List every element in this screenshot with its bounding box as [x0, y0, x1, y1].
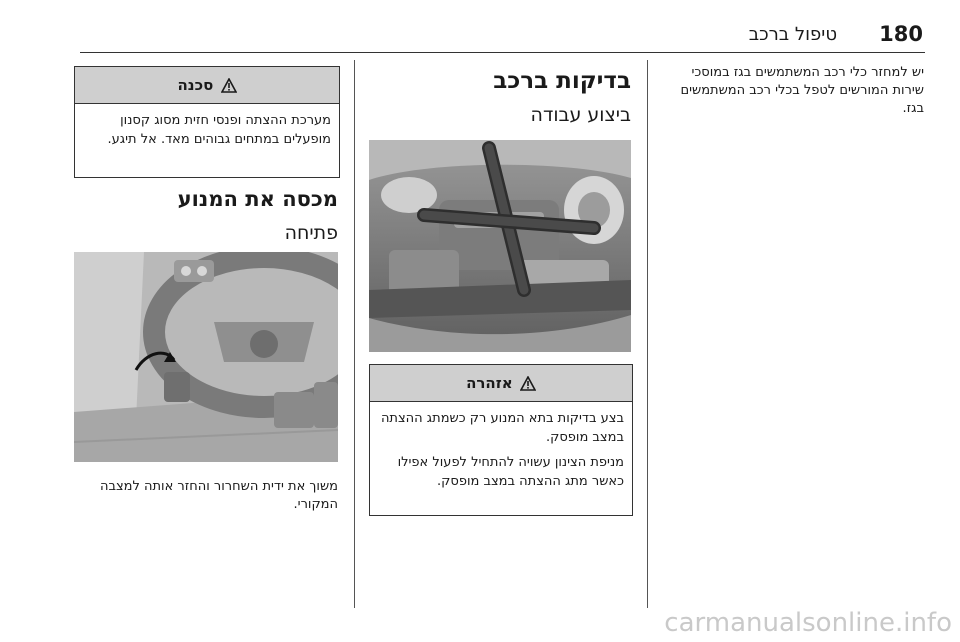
page-header — [80, 22, 925, 53]
warning-paragraph-1: בצע בדיקות בתא המנוע רק כשמתג ההצתה במצב מופסק. — [380, 411, 624, 445]
subsection-heading-opening: פתיחה — [284, 222, 338, 244]
danger-triangle-icon — [221, 78, 237, 93]
column-divider-left — [354, 60, 355, 608]
subsection-heading-work: ביצוע עבודה — [530, 104, 631, 126]
section-heading-hood: מכסה את המנוע — [177, 187, 338, 211]
section-heading-checks: בדיקות ברכב — [493, 68, 631, 94]
warning-box — [369, 364, 633, 516]
hood-release-illustration — [74, 252, 338, 462]
warning-box-title — [370, 365, 632, 402]
danger-text: מערכת ההצתה ופנסי חזית מסוג קסנון מופעלים במתחים גבוהים מאד. אל תיגע. — [107, 113, 331, 147]
hood-release-caption: משוך את ידית השחרור והחזר אותה למצבה המקורי. — [99, 479, 338, 512]
warning-title-text: אזהרה — [466, 374, 513, 392]
hood-release-figure — [74, 252, 338, 462]
gas-recycling-text: יש למחזר כלי רכב המשתמשים בגז במוסכי שירות המורשים לטפל בכלי רכב המשתמשים בגז. — [680, 65, 924, 116]
danger-title-text: סכנה — [177, 76, 214, 94]
watermark: carmanualsonline.info — [664, 608, 952, 638]
warning-paragraph-2: מניפת הצינון עשויה להתחיל לפעול אפילו כאשר מתג ההצתה במצב מופסק. — [397, 455, 624, 489]
danger-box-title — [75, 67, 339, 104]
chapter-title: טיפול ברכב — [748, 24, 837, 45]
column-divider-right — [647, 60, 648, 608]
danger-box — [74, 66, 340, 178]
engine-bay-figure — [369, 140, 631, 352]
right-column — [662, 64, 924, 118]
hood-caption-block — [74, 478, 338, 514]
page-number: 180 — [879, 22, 923, 46]
engine-bay-illustration — [369, 140, 631, 352]
warning-triangle-icon — [520, 376, 536, 391]
